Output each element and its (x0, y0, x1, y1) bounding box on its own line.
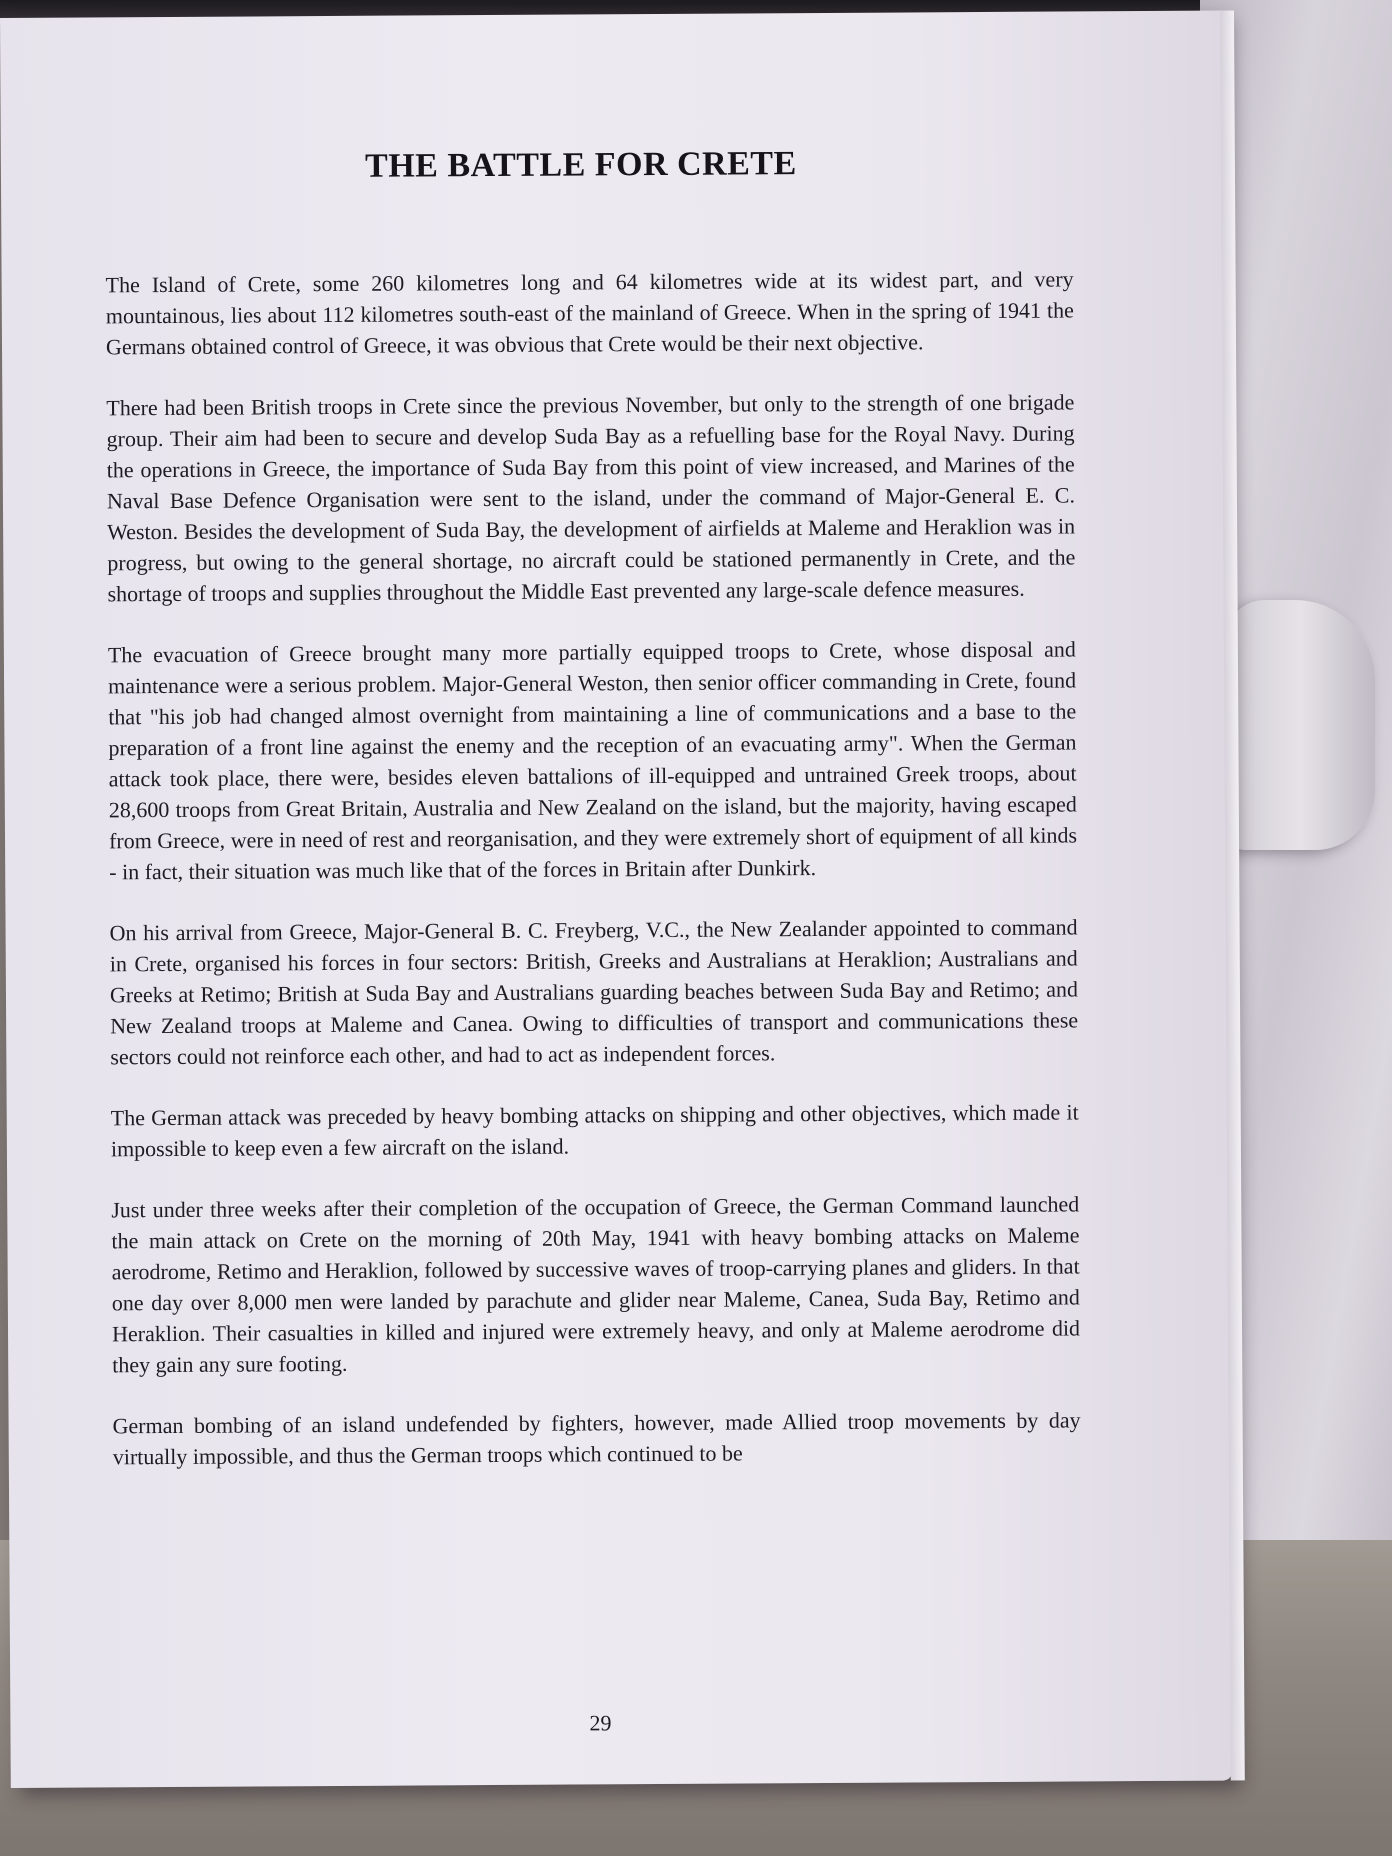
paragraph-4: On his arrival from Greece, Major-General B. C. Freyberg, V.C., the New Zealander appointed to command in Crete, organised his forces in four sectors: British, Greeks and Australians at Heraklion; Australians and Greeks at Retimo; British at Suda Bay and Australians guarding beaches between Suda Bay and Retimo; and New Zealand troops at Maleme and Canea. Owing to difficulties of transport and communications these sectors could not reinforce each other, and had to act as independent forces. (109, 914, 1079, 1070)
paragraph-3: The evacuation of Greece brought many more partially equipped troops to Crete, whose disposal and maintenance were a serious problem. Major-General Weston, then senior officer commanding in Crete, found that "his job had changed almost overnight from maintaining a line of communications and a base to the preparation of a front line against the enemy and the reception of an evacuating army". When the German attack took place, there were, besides eleven battalions of ill-equipped and untrained Greek troops, about 28,600 troops from Great Britain, Australia and New Zealand on the island, but the majority, having escaped from Greece, were in need of rest and reorganisation, and they were extremely short of equipment of all kinds - in fact, their situation was much like that of the forces in Britain after Dunkirk. (107, 636, 1078, 885)
page-title: THE BATTLE FOR CRETE (364, 145, 797, 185)
marble-ornament (1225, 600, 1375, 850)
paragraph-7: German bombing of an island undefended by fighters, however, made Allied troop movements by day virtually impossible, and thus the German troops which continued to be (112, 1407, 1081, 1470)
paragraph-2: There had been British troops in Crete since the previous November, but only to the strength of one brigade group. Their aim had been to secure and develop Suda Bay as a refuelling base for the Royal Navy. During the operations in Greece, the importance of Suda Bay from this point of view increased, and Marines of the Naval Base Defence Organisation were sent to the island, under the command of Major-General E. C. Weston. Besides the development of Suda Bay, the development of airfields at Maleme and Heraklion was in progress, but owing to the general shortage, no aircraft could be stationed permanently in Crete, and the shortage of troops and supplies throughout the Middle East prevented any large-scale defence measures. (106, 389, 1076, 607)
paragraph-6: Just under three weeks after their completion of the occupation of Greece, the German Command launched the main attack on Crete on the morning of 20th May, 1941 with heavy bombing attacks on Maleme aerodrome, Retimo and Heraklion, followed by successive waves of troop-carrying planes and gliders. In that one day over 8,000 men were landed by parachute and glider near Maleme, Canea, Suda Bay, Retimo and Heraklion. Their casualties in killed and injured were extremely heavy, and only at Maleme aerodrome did they gain any sure footing. (111, 1191, 1081, 1378)
body-text (106, 263, 1082, 1502)
page-number: 29 (589, 1710, 612, 1736)
paragraph-5: The German attack was preceded by heavy bombing attacks on shipping and other objectives, which made it impossible to keep even a few aircraft on the island. (110, 1099, 1079, 1162)
paragraph-1: The Island of Crete, some 260 kilometres long and 64 kilometres wide at its widest part, and very mountainous, lies about 112 kilometres south-east of the mainland of Greece. When in the spring of 1941 the Germans obtained control of Greece, it was obvious that Crete would be their next objective. (105, 266, 1074, 360)
book-page (0, 11, 1233, 1788)
